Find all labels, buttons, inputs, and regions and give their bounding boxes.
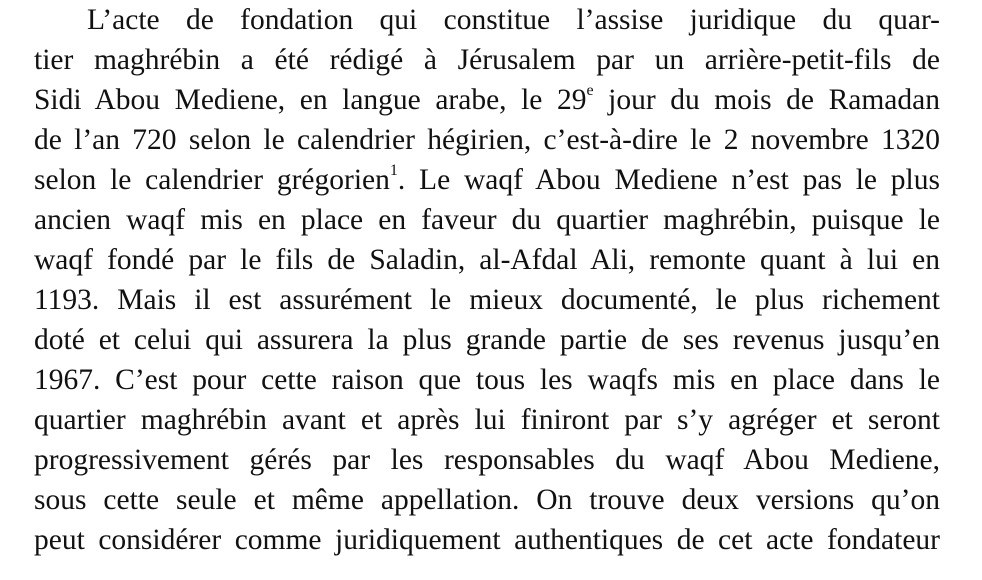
text-line: de l’an 720 selon le calendrier hégirien, c’est-à-dire le 2 novembre 1320 <box>34 124 940 156</box>
text-line: L’acte de fondation qui constitue l’assise juridique du quar- <box>87 4 940 36</box>
text-line: ancien waqf mis en place en faveur du quartier maghrébin, puisque le <box>34 204 940 236</box>
text-line: 1193. Mais il est assurément le mieux documenté, le plus richement <box>34 284 940 316</box>
body-paragraph <box>34 0 940 560</box>
superscript-ordinal: e <box>586 82 594 99</box>
text-run: . Le waqf Abou Mediene n’est pas le plus <box>397 164 940 196</box>
text-run: selon le calendrier grégorien <box>34 164 390 196</box>
text-line <box>34 80 940 120</box>
text-line: sous cette seule et même appellation. On trouve deux versions qu’on <box>34 484 940 516</box>
text-line: peut considérer comme juridiquement authentiques de cet acte fondateur <box>34 524 940 556</box>
text-line: progressivement gérés par les responsables du waqf Abou Mediene, <box>34 444 940 476</box>
text-run: jour du mois de Ramadan <box>593 84 940 116</box>
text-line: 1967. C’est pour cette raison que tous les waqfs mis en place dans le <box>34 364 940 396</box>
text-line: doté et celui qui assurera la plus grande partie de ses revenus jusqu’en <box>34 324 940 356</box>
text-line: quartier maghrébin avant et après lui finiront par s’y agréger et seront <box>34 404 940 436</box>
text-run: Sidi Abou Mediene, en langue arabe, le 29 <box>34 84 587 116</box>
text-line: waqf fondé par le fils de Saladin, al-Afdal Ali, remonte quant à lui en <box>34 244 940 276</box>
text-line: tier maghrébin a été rédigé à Jérusalem par un arrière-petit-fils de <box>34 44 940 76</box>
footnote-reference[interactable]: 1 <box>389 162 398 179</box>
text-line <box>34 160 940 200</box>
